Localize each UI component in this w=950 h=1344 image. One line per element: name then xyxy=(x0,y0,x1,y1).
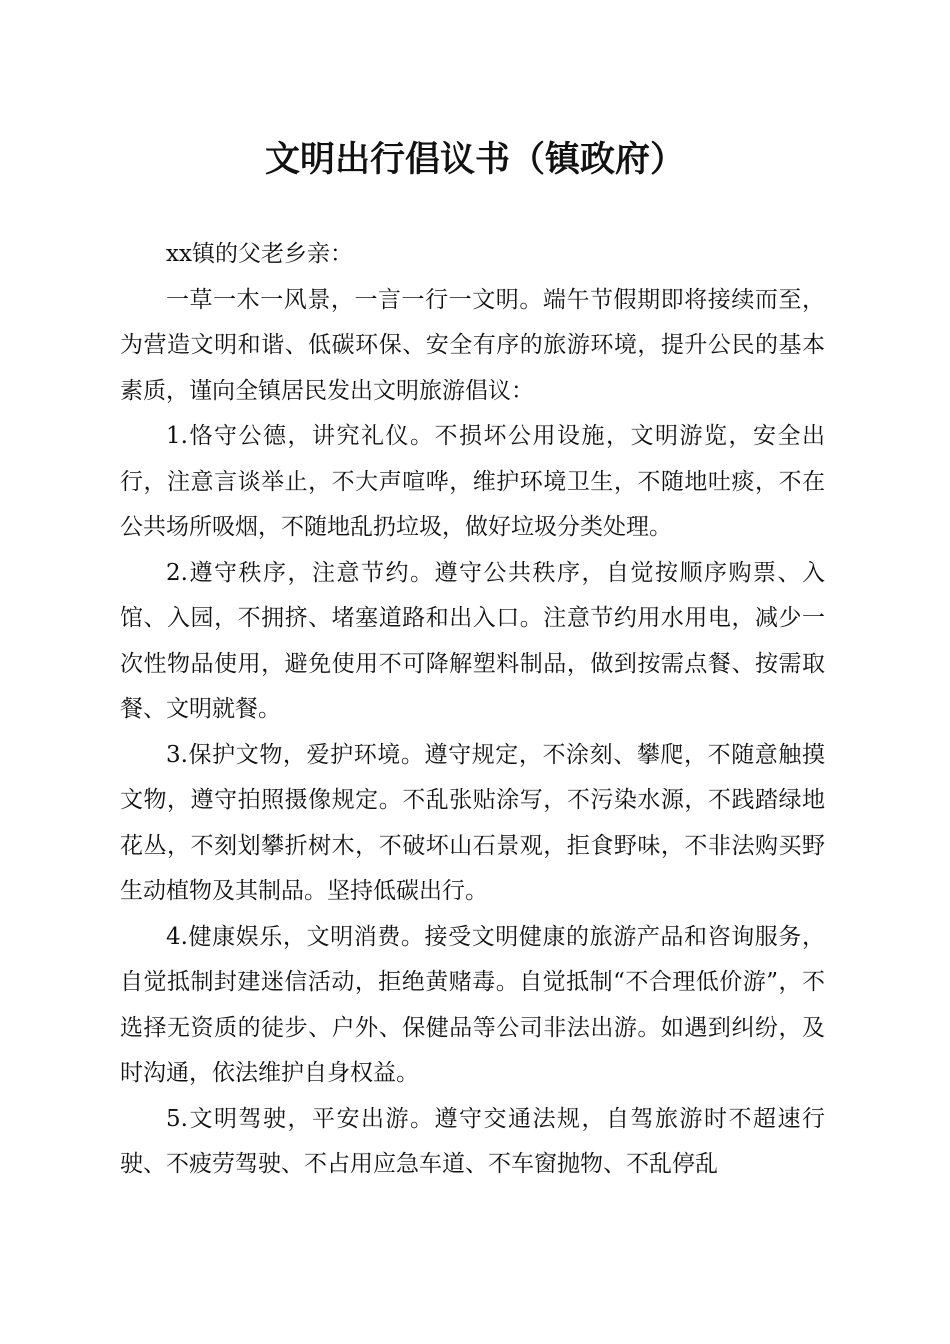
paragraph-item-2: 2.遵守秩序，注意节约。遵守公共秩序，自觉按顺序购票、入馆、入园，不拥挤、堵塞道路和出入口。注意节约用水用电，减少一次性物品使用，避免使用不可降解塑料制品，做到按需点餐、按需取餐、文明就餐。 xyxy=(120,559,825,722)
paragraph-item-4: 4.健康娱乐，文明消费。接受文明健康的旅游产品和咨询服务，自觉抵制封建迷信活动，拒绝黄赌毒。自觉抵制“不合理低价游”，不选择无资质的徒步、户外、保健品等公司非法出游。如遇到纠纷，及时沟通，依法维护自身权益。 xyxy=(120,923,825,1086)
paragraph-item-3: 3.保护文物，爱护环境。遵守规定，不涂刻、攀爬，不随意触摸文物，遵守拍照摄像规定。不乱张贴涂写，不污染水源，不践踏绿地花丛，不刻划攀折树木，不破坏山石景观，拒食野味，不非法购买野生动植物及其制品。坚持低碳出行。 xyxy=(120,741,825,904)
document-title: 文明出行倡议书（镇政府） xyxy=(264,139,685,180)
paragraph-intro: 一草一木一风景，一言一行一文明。端午节假期即将接续而至，为营造文明和谐、低碳环保、安全有序的旅游环境，提升公民的基本素质，谨向全镇居民发出文明旅游倡议： xyxy=(120,286,825,404)
paragraph-item-1: 1.恪守公德，讲究礼仪。不损坏公用设施，文明游览，安全出行，注意言谈举止，不大声喧哗，维护环境卫生，不随地吐痰，不在公共场所吸烟，不随地乱扔垃圾，做好垃圾分类处理。 xyxy=(120,423,825,540)
document-body xyxy=(120,232,825,1188)
salutation: xx镇的父老乡亲： xyxy=(166,241,353,267)
paragraph-item-5: 5.文明驾驶，平安出游。遵守交通法规，自驾旅游时不超速行驶、不疲劳驾驶、不占用应急车道、不车窗抛物、不乱停乱 xyxy=(120,1105,825,1177)
